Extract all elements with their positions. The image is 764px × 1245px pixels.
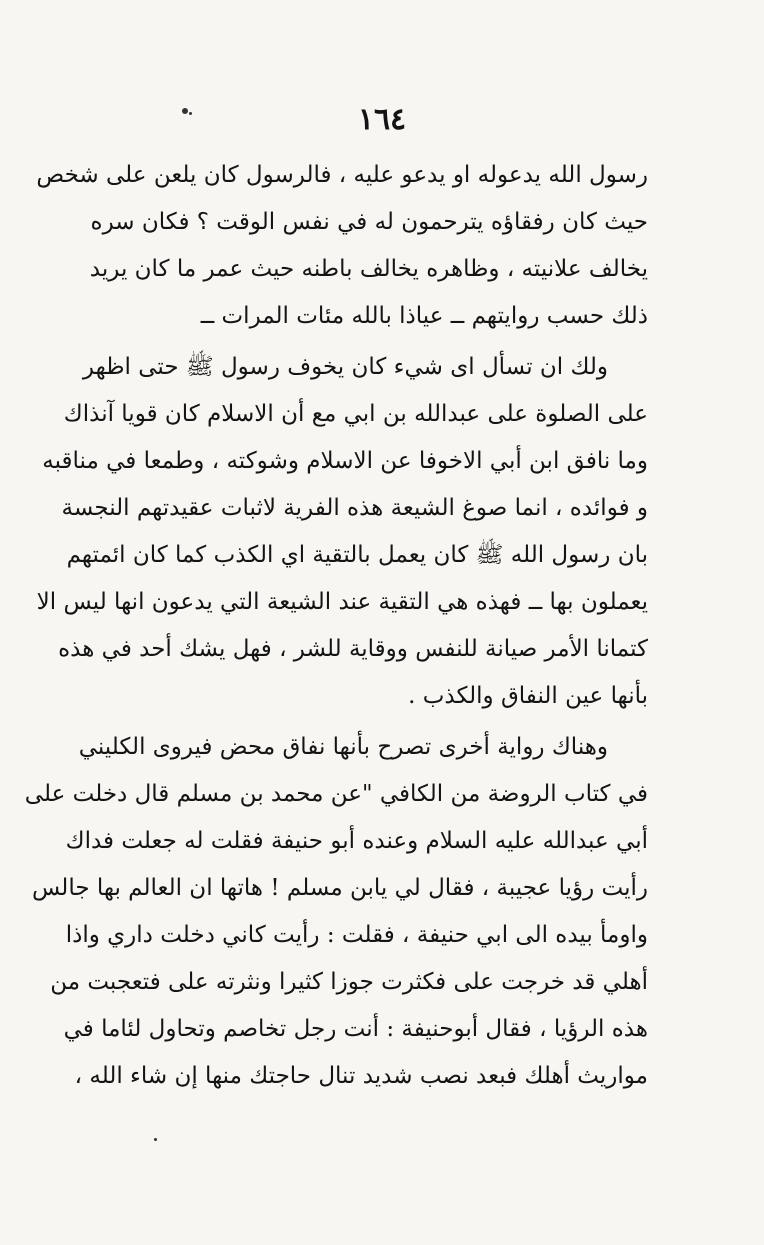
text-line: كتمانا الأمر صيانة للنفس ووقاية للشر ، فهل يشك أحد في هذه [58, 636, 648, 662]
text-line: رسول الله يدعوله او يدعو عليه ، فالرسول كان يلعن على شخص [36, 162, 648, 188]
paragraph-3 [24, 724, 648, 1100]
text-line: بان رسول الله ﷺ كان يعمل بالتقية اي الكذب كما كان ائمتهم [66, 542, 648, 568]
page-number: ١٦٤ [357, 102, 407, 137]
text-line: في كتاب الروضة من الكافي "عن محمد بن مسلم قال دخلت على [24, 781, 648, 807]
paragraph-2 [36, 344, 648, 720]
text-line: واومأ بيده الى ابي حنيفة ، فقلت : رأيت كاني دخلت داري واذا [65, 922, 648, 948]
text-line: وهناك رواية أخرى تصرح بأنها نفاق محض فيروى الكليني [78, 734, 608, 760]
text-line: مواريث أهلك فبعد نصب شديد تنال حاجتك منها إن شاء الله ، [74, 1063, 648, 1089]
ink-speck [154, 1138, 157, 1141]
text-line: يخالف علانيته ، وظاهره يخالف باطنه حيث عمر ما كان يريد [89, 256, 648, 282]
text-line: و فوائده ، انما صوغ الشيعة هذه الفرية لاثبات عقيدتهم النجسة [61, 495, 648, 521]
text-line: هذه الرؤيا ، فقال أبوحنيفة : أنت رجل تخاصم وتحاول لئاما في [63, 1016, 648, 1042]
text-line: أهلي قد خرجت على فكثرت جوزا كثيرا ونثرته على فتعجبت من [50, 969, 648, 995]
text-line: يعملون بها ــ فهذه هي التقية عند الشيعة التي يدعون انها ليس الا [36, 589, 648, 615]
text-line: ولك ان تسأل اى شيء كان يخوف رسول ﷺ حتى اظهر [82, 354, 608, 380]
text-line: على الصلوة على عبدالله بن ابي مع أن الاسلام كان قويا آنذاك [63, 401, 648, 427]
text-line: أبي عبدالله عليه السلام وعنده أبو حنيفة فقلت له جعلت فداك [65, 828, 648, 854]
paragraph-1 [36, 152, 648, 340]
text-line: بأنها عين النفاق والكذب . [408, 683, 648, 709]
text-line: وما نافق ابن أبي الاخوفا عن الاسلام وشوكته ، وطمعا في مناقبه [42, 448, 648, 474]
text-line: حيث كان رفقاؤه يترحمون له في نفس الوقت ؟ فكان سره [90, 209, 648, 235]
text-line: ذلك حسب روايتهم ــ عياذا بالله مئات المرات ــ [200, 303, 648, 329]
text-line: رأيت رؤيا عجيبة ، فقال لي يابن مسلم ! هاتها ان العالم بها جالس [31, 875, 648, 901]
